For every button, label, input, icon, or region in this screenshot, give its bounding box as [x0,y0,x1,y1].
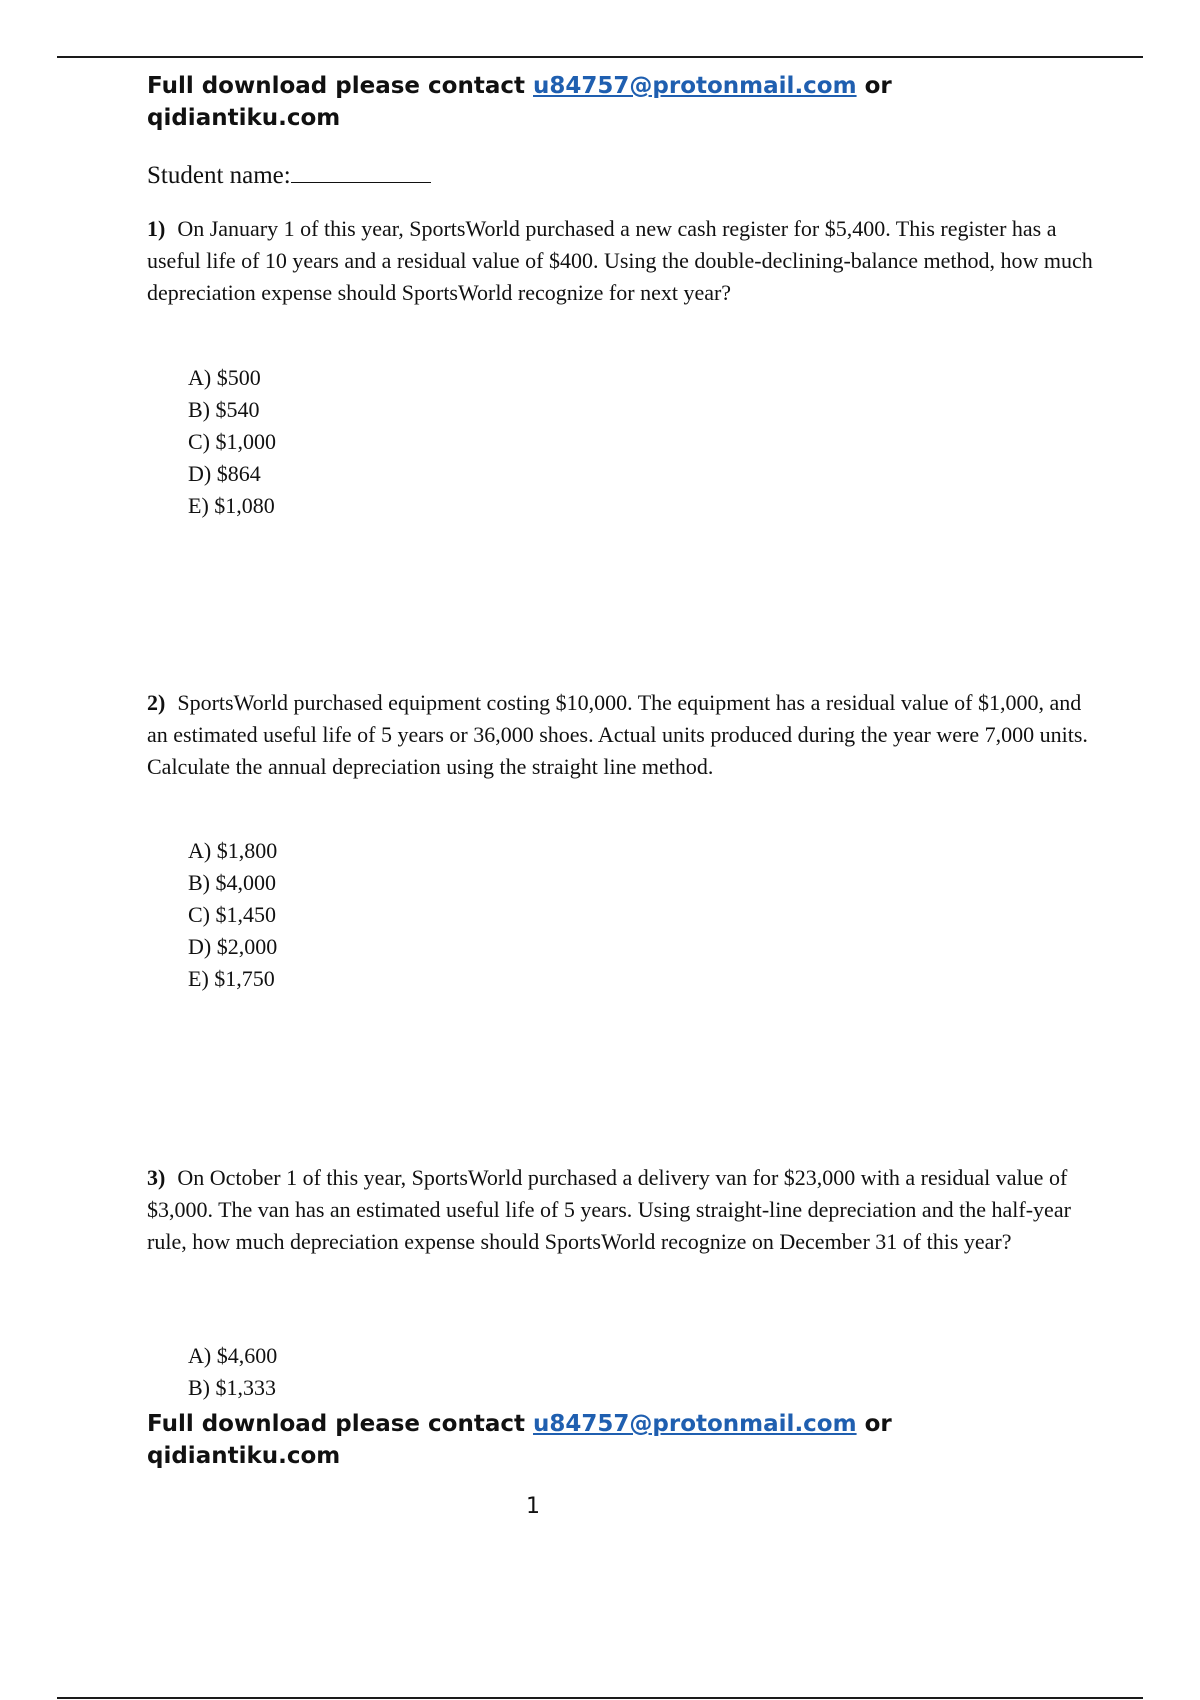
question-number: 1) [147,216,166,241]
option: D) $2,000 [188,934,278,959]
header-contact [147,70,1047,134]
top-rule [57,56,1143,58]
option: E) $1,750 [188,966,275,991]
option: B) $1,333 [188,1375,276,1400]
option: D) $864 [188,461,261,486]
question-3 [147,1162,1097,1258]
question-2 [147,687,1097,783]
option: B) $4,000 [188,870,276,895]
footer-email-link[interactable]: u84757@protonmail.com [533,1411,857,1437]
header-site: qidiantiku.com [147,105,341,131]
option: C) $1,000 [188,429,276,454]
question-text: On January 1 of this year, SportsWorld purchased a new cash register for $5,400. This register has a useful life of 10 years and a residual value of $400. Using the double-declining-balance method, how much depreciation expense should SportsWorld recognize for next year? [147,216,1093,305]
student-name-blank [291,158,431,183]
question-1 [147,213,1097,309]
option: A) $500 [188,365,261,390]
page-number: 1 [526,1494,540,1519]
option: B) $540 [188,397,260,422]
question-text: SportsWorld purchased equipment costing $10,000. The equipment has a residual value of $1,000, and an estimated useful life of 5 years or 36,000 shoes. Actual units produced during the year were 7,000 units. Calculate the annual depreciation using the straight line method. [147,690,1088,779]
question-2-options [188,835,277,995]
option: E) $1,080 [188,493,275,518]
header-prefix: Full download please contact [147,73,534,99]
footer-suffix: or [856,1411,892,1437]
student-name-line [147,158,431,190]
question-number: 2) [147,690,166,715]
option: A) $4,600 [188,1343,278,1368]
question-3-options [188,1340,277,1404]
header-email-link[interactable]: u84757@protonmail.com [533,73,857,99]
footer-contact [147,1408,1047,1472]
question-number: 3) [147,1165,166,1190]
footer-prefix: Full download please contact [147,1411,534,1437]
header-suffix: or [856,73,892,99]
question-1-options [188,362,276,522]
footer-site: qidiantiku.com [147,1443,341,1469]
bottom-rule [57,1697,1143,1699]
option: C) $1,450 [188,902,276,927]
student-name-label: Student name: [147,162,291,189]
option: A) $1,800 [188,838,278,863]
question-text: On October 1 of this year, SportsWorld purchased a delivery van for $23,000 with a residual value of $3,000. The van has an estimated useful life of 5 years. Using straight-line depreciation and the half-year rule, how much depreciation expense should SportsWorld recognize on December 31 of this year? [147,1165,1071,1254]
